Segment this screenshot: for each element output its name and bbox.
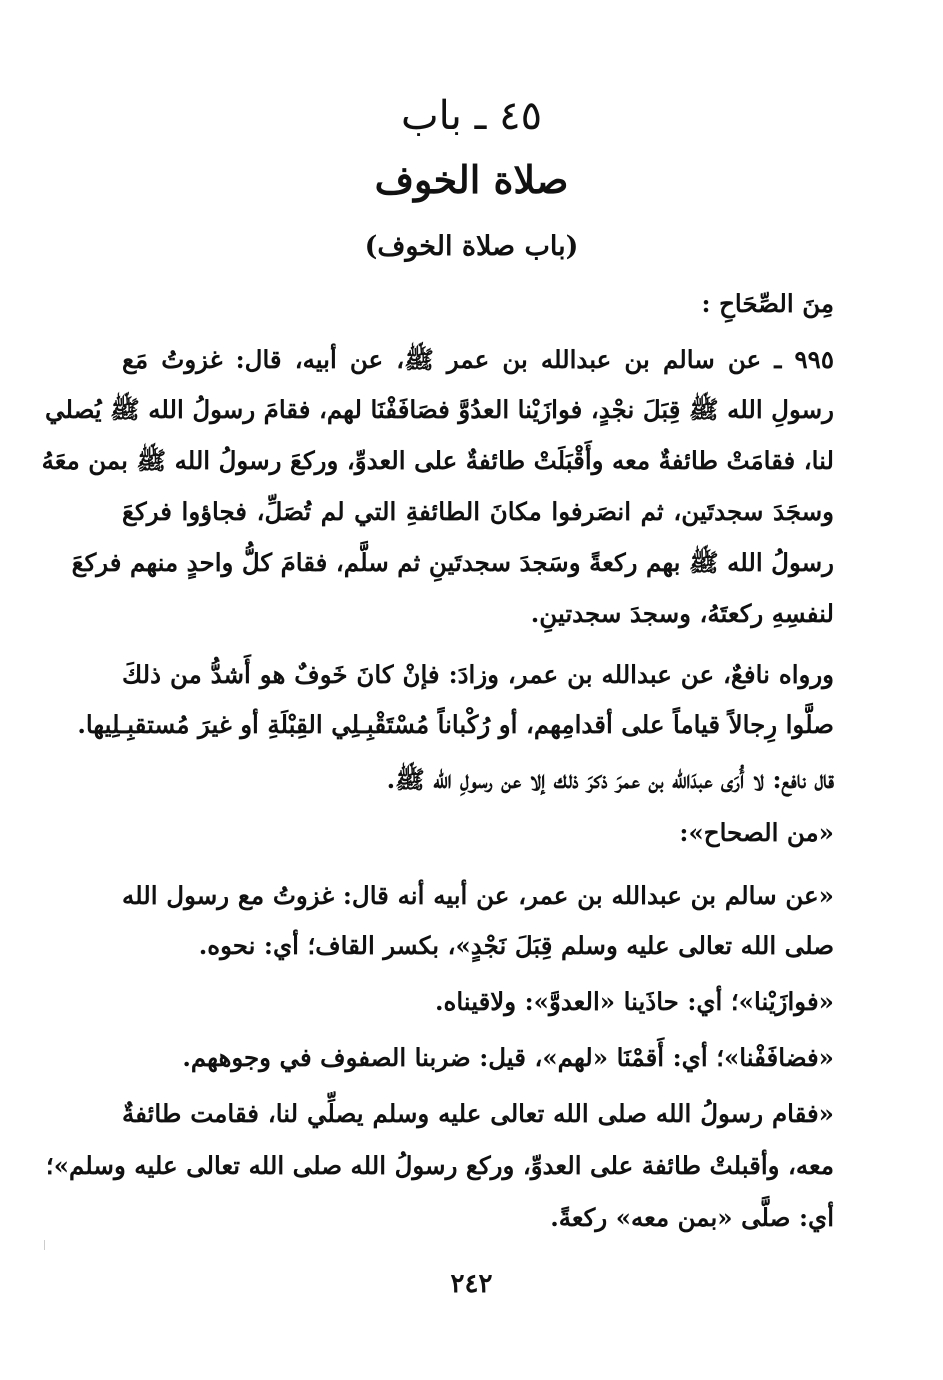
section-subtitle: (باب صلاة الخوف) [364, 231, 579, 262]
commentary-line-1: «عن سالم بن عبدالله بن عمر، عن أبيه أنه قال: غزوتُ مع رسول الله [122, 881, 834, 910]
chapter-title: صلاة الخوف [374, 157, 569, 202]
hadith-line-1: ٩٩٥ ـ عن سالم بن عبدالله بن عمر ﷺ، عن أبيه، قال: غزوتُ مَع [122, 345, 834, 374]
commentary-line-5: «فقام رسولُ الله صلى الله تعالى عليه وسلم يصلِّي لنا، فقامت طائفةٌ [122, 1099, 834, 1128]
hadith-line-6: لنفسِهِ ركعتَهُ، وسجدَ سجدتينِ. [530, 599, 834, 628]
commentary-line-6: معه، وأقبلتْ طائفة على العدوِّ، وركع رسولُ الله صلى الله تعالى عليه وسلم»؛ [45, 1151, 834, 1180]
nafi-line: قال نافع: لا أُرَى عبدَالله بن عمرَ ذكرَ ذلك إلا عن رسولِ الله ﷺ. [386, 765, 834, 794]
chapter-heading: ٤٥ ـ باب [400, 93, 543, 139]
riwaya-line-1: ورواه نافعٌ، عن عبدالله بن عمر، وزادَ: فإنْ كانَ خَوفٌ هو أَشدُّ من ذلكَ [122, 660, 834, 689]
hadith-line-2: رسولِ الله ﷺ قِبَلَ نجْدٍ، فوازَيْنا العدُوَّ فصَافَفْنَا لهم، فقامَ رسولُ الله ﷺ يُصلي [45, 395, 834, 424]
hadith-line-5: رسولُ الله ﷺ بهم ركعةً وسَجدَ سجدتَينِ ثم سلَّم، فقامَ كلُّ واحدٍ منهم فركعَ [71, 548, 834, 577]
commentary-line-3: «فوازَيْنا»؛ أي: حاذَينا «العدوَّ»: ولاقيناه. [434, 987, 834, 1016]
riwaya-line-2: صلَّوا رِجالاً قياماً على أقدامِهم، أو رُكْباناً مُسْتَقْبِـلِي القِبْلَةِ أو غيرَ مُستقبِـلِيها. [77, 710, 834, 739]
page-number: ٢٤٢ [450, 1269, 493, 1299]
commentary-line-4: «فضافَفْنا»؛ أي: أَقمْنَا «لهم»، قيل: ضربنا الصفوف في وجوههم. [182, 1043, 834, 1072]
section-label: مِنَ الصِّحَاحِ : [701, 289, 834, 318]
hadith-line-4: وسجَدَ سجدتَين، ثم انصَرفوا مكانَ الطائفةِ التي لم تُصَلِّ، فجاؤوا فركعَ [122, 497, 834, 526]
commentary-line-7: أي: صلَّى «بمن معه» ركعةً. [550, 1203, 834, 1232]
commentary-heading: «من الصحاح»: [679, 818, 834, 847]
hadith-line-3: لنا، فقامَتْ طائفةٌ معه وأَقْبَلَتْ طائفةٌ على العدوِّ، وركعَ رسولُ الله ﷺ بمن معَهُ [41, 446, 834, 475]
commentary-line-2: صلى الله تعالى عليه وسلم قِبَلَ نَجْدٍ»، بكسر القاف؛ أي: نحوه. [198, 931, 834, 960]
margin-mark [44, 1240, 45, 1250]
